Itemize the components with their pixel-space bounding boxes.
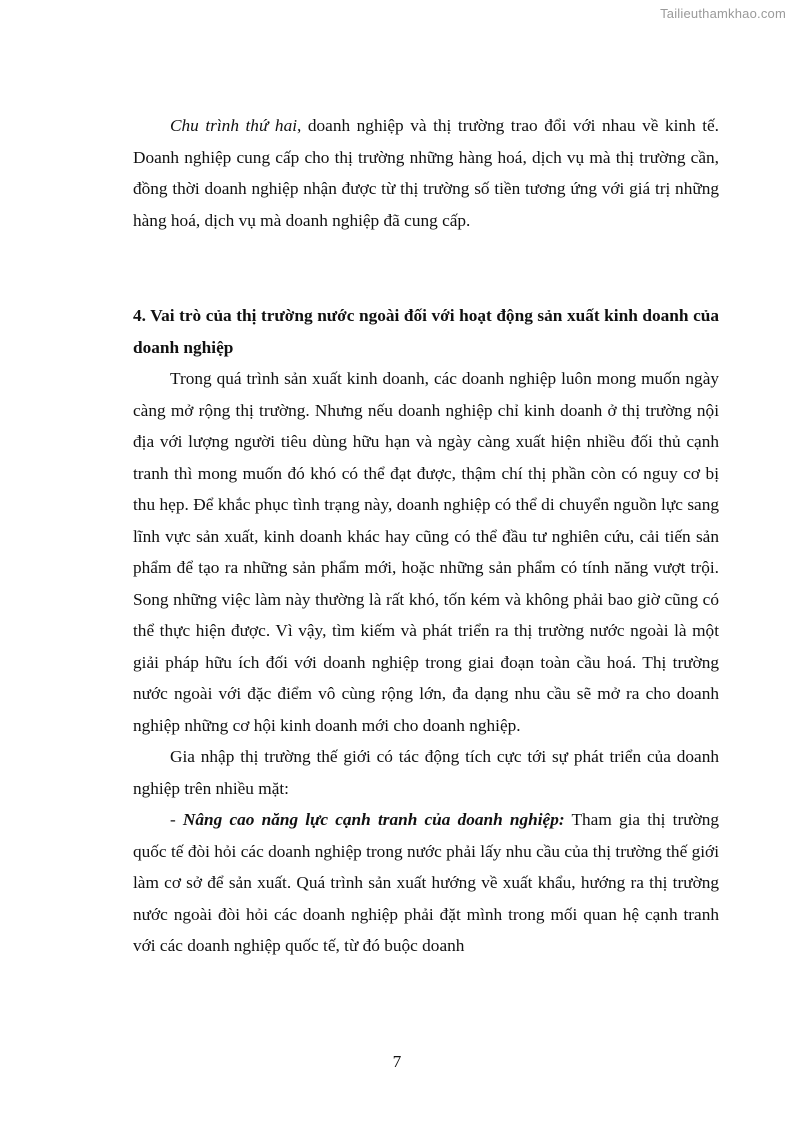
bullet-text: Tham gia thị trường quốc tế đòi hỏi các doanh nghiệp trong nước phải lấy nhu cầu của thị trường thế giới làm cơ sở để sản xuất. Quá trình sản xuất hướng về xuất khẩu, hướng ra thị trường nước ngoài đòi hỏi các doanh nghiệp phải đặt mình trong mối quan hệ cạnh tranh với các doanh nghiệp quốc tế, từ đó buộc doanh [133, 810, 719, 955]
paragraph-cycle-lead: Chu trình thứ hai [170, 116, 298, 135]
paragraph-cycle-text: , doanh nghiệp và thị trường trao đổi với nhau về kinh tế. Doanh nghiệp cung cấp cho thị trường những hàng hoá, dịch vụ mà thị trường cần, đồng thời doanh nghiệp nhận được từ thị trường số tiền tương ứng với giá trị những hàng hoá, dịch vụ mà doanh nghiệp đã cung cấp. [133, 116, 720, 230]
section-spacer [133, 236, 719, 300]
paragraph-cycle [133, 110, 719, 236]
watermark: Tailieuthamkhao.com [660, 6, 786, 21]
paragraph-integration: Gia nhập thị trường thế giới có tác động tích cực tới sự phát triển của doanh nghiệp trên nhiều mặt: [133, 747, 719, 798]
document-body [133, 110, 719, 962]
page-number: 7 [392, 1052, 402, 1071]
paragraph-role: Trong quá trình sản xuất kinh doanh, các doanh nghiệp luôn mong muốn ngày càng mở rộng thị trường. Nhưng nếu doanh nghiệp chỉ kinh doanh ở thị trường nội địa với lượng người tiêu dùng hữu hạn và ngày càng xuất hiện nhiều đối thủ cạnh tranh thì mong muốn đó khó có thể đạt được, thậm chí thị phần còn có nguy cơ bị thu hẹp. Để khắc phục tình trạng này, doanh nghiệp có thể di chuyển nguồn lực sang lĩnh vực sản xuất, kinh doanh khác hay cũng có thể đầu tư nghiên cứu, cải tiến sản phẩm để tạo ra những sản phẩm mới, hoặc những sản phẩm có tính năng vượt trội. Song những việc làm này thường là rất khó, tốn kém và không phải bao giờ cũng có thể thực hiện được. Vì vậy, tìm kiếm và phát triển ra thị trường nước ngoài là một giải pháp hữu ích đối với doanh nghiệp trong giai đoạn toàn cầu hoá. Thị trường nước ngoài với đặc điểm vô cùng rộng lớn, đa dạng nhu cầu sẽ mở ra cho doanh nghiệp những cơ hội kinh doanh mới cho doanh nghiệp. [133, 369, 719, 735]
bullet-competitiveness [133, 804, 719, 962]
bullet-lead: Nâng cao năng lực cạnh tranh của doanh nghiệp: [182, 810, 565, 829]
bullet-dash: - [170, 810, 183, 829]
section-heading: 4. Vai trò của thị trường nước ngoài đối với hoạt động sản xuất kinh doanh của doanh nghiệp [133, 306, 719, 357]
